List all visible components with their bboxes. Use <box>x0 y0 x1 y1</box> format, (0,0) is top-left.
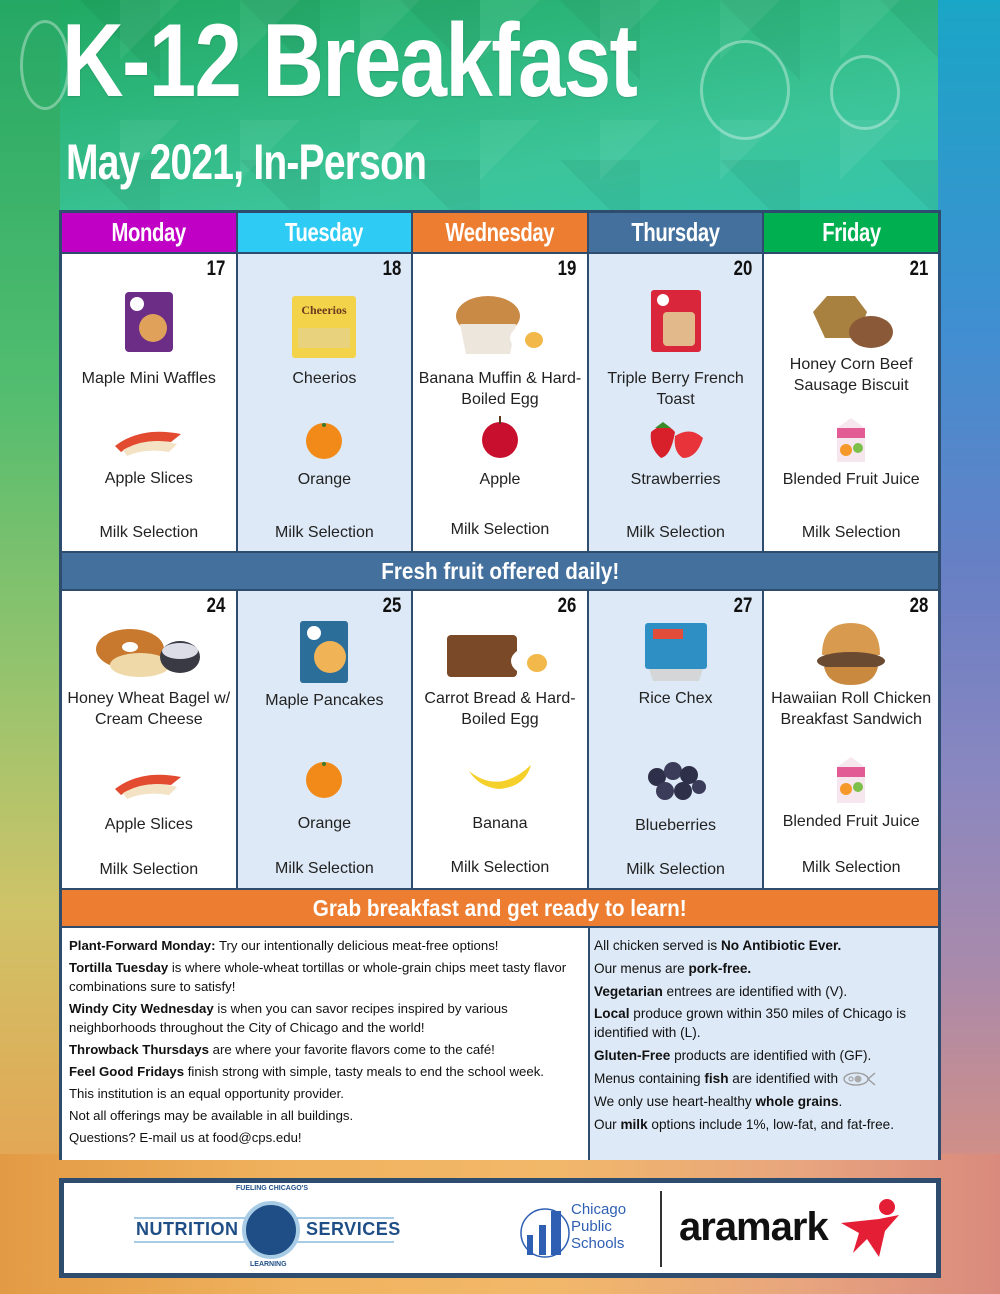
note-line: Local produce grown within 350 miles of Chicago is identified with (L). <box>594 1006 907 1041</box>
svg-text:Cheerios: Cheerios <box>301 303 348 317</box>
logo-divider <box>660 1191 662 1267</box>
background-right <box>938 0 1000 1294</box>
day-cell <box>764 591 938 888</box>
page-subtitle: May 2021, In-Person <box>66 134 427 190</box>
day-cell <box>764 254 938 551</box>
note-line: Tortilla Tuesday is where whole-wheat tortillas or whole-grain chips meet tasty flavor combinations sure to satisfy! <box>69 960 567 994</box>
date-number: 20 <box>733 257 753 280</box>
note-line: This institution is an equal opportunity provider. <box>69 1086 344 1101</box>
entree-label: Honey Corn Beef Sausage Biscuit <box>789 356 913 394</box>
date-number: 24 <box>206 594 226 617</box>
entree-label: Triple Berry French Toast <box>607 370 744 408</box>
fruit-label: Apple Slices <box>104 470 193 487</box>
milk-label: Milk Selection <box>801 524 901 541</box>
note-line: Our milk options include 1%, low-fat, and fat-free. <box>594 1116 894 1132</box>
hawaiian-roll-sandwich-icon <box>814 619 888 689</box>
french-toast-package-icon <box>649 288 703 354</box>
milk-label: Milk Selection <box>450 859 550 876</box>
nutrition-emblem-icon <box>242 1201 300 1259</box>
fruit-label: Orange <box>297 815 352 832</box>
entree-label: Rice Chex <box>638 690 713 707</box>
entree-label: Cheerios <box>292 370 357 387</box>
milk-label: Milk Selection <box>626 861 725 878</box>
day-header-tuesday: Tuesday <box>238 213 412 252</box>
day-cell <box>238 254 412 551</box>
aramark-logo: aramark <box>679 1205 828 1249</box>
week-row-2 <box>62 591 938 888</box>
note-line: Windy City Wednesday is when you can savor recipes inspired by various neighborhoods throughout the City of Chicago and the world! <box>69 1001 508 1035</box>
note-line: Our menus are pork-free. <box>594 960 752 976</box>
note-line: Gluten-Free products are identified with (GF). <box>594 1048 872 1064</box>
day-cell <box>589 254 763 551</box>
fruit-label: Apple <box>479 471 521 488</box>
apple-slices-icon <box>111 763 187 803</box>
milk-label: Milk Selection <box>626 524 725 541</box>
milk-label: Milk Selection <box>801 859 901 876</box>
date-number: 19 <box>558 257 577 280</box>
day-header-wednesday: Wednesday <box>413 213 587 252</box>
page-title: K-12 Breakfast <box>62 3 637 119</box>
fruit-label: Apple Slices <box>104 816 193 833</box>
aramark-star-icon <box>839 1197 905 1263</box>
fresh-fruit-banner: Fresh fruit offered daily! <box>62 553 938 589</box>
note-line: Plant-Forward Monday: Try our intentionally delicious meat-free options! <box>69 938 499 953</box>
day-header-thursday: Thursday <box>589 213 763 252</box>
bagel-cream-cheese-icon <box>94 625 204 681</box>
date-number: 18 <box>382 257 402 280</box>
entree-label: Maple Pancakes <box>265 692 384 709</box>
broccoli-doodle-icon <box>830 55 900 130</box>
milk-label: Milk Selection <box>275 524 374 541</box>
week-row-1 <box>62 254 938 551</box>
milk-label: Milk Selection <box>275 860 374 877</box>
note-line: Throwback Thursdays are where your favorite flavors come to the café! <box>69 1042 495 1057</box>
milk-label: Milk Selection <box>99 524 199 541</box>
day-cell <box>589 591 763 888</box>
day-cell <box>413 591 587 888</box>
background-left <box>0 0 60 1294</box>
blueberries-icon <box>643 757 709 803</box>
date-number: 27 <box>733 594 753 617</box>
fruit-label: Blueberries <box>635 817 717 834</box>
apple-icon <box>479 414 521 460</box>
day-cell <box>62 254 236 551</box>
carrot-bread-egg-icon <box>445 631 555 681</box>
rice-chex-bowl-icon <box>643 621 709 683</box>
chicago-public-schools-logo: Chicago Public Schools <box>519 1201 649 1261</box>
apple-slices-icon <box>111 420 187 458</box>
date-number: 17 <box>206 257 226 280</box>
fruit-label: Blended Fruit Juice <box>782 471 920 488</box>
juice-carton-icon <box>833 755 869 805</box>
entree-label: Banana Muffin & Hard-Boiled Egg <box>418 370 582 408</box>
pancakes-package-icon <box>298 619 350 685</box>
date-number: 21 <box>909 257 928 280</box>
fish-icon <box>842 1071 876 1087</box>
date-number: 25 <box>382 594 402 617</box>
footer-logos <box>59 1178 941 1278</box>
fruit-label: Orange <box>297 471 352 488</box>
menu-calendar <box>59 210 941 1160</box>
day-cell <box>413 254 587 551</box>
banana-icon <box>465 761 535 793</box>
fruit-label: Strawberries <box>630 471 721 488</box>
contact-email-line: Questions? E-mail us at food@cps.edu! <box>69 1130 302 1145</box>
notes-section <box>62 928 938 1160</box>
entree-label: Hawaiian Roll Chicken Breakfast Sandwich <box>771 690 932 728</box>
note-line: Feel Good Fridays finish strong with simple, tasty meals to end the school week. <box>69 1064 544 1079</box>
entree-label: Honey Wheat Bagel w/ Cream Cheese <box>67 690 231 728</box>
dietary-notes <box>590 928 938 1160</box>
fruit-label: Blended Fruit Juice <box>782 813 920 830</box>
cps-figures-icon <box>519 1201 571 1261</box>
note-line: Not all offerings may be available in all buildings. <box>69 1108 354 1123</box>
day-header-monday: Monday <box>62 213 236 252</box>
waffles-package-icon <box>123 290 175 354</box>
theme-days-notes <box>62 928 588 1160</box>
nutrition-services-logo: NUTRITION SERVICES FUELING CHICAGO'S LEARNING <box>136 1185 401 1268</box>
apple-doodle-icon <box>700 40 790 140</box>
orange-icon <box>304 759 344 799</box>
entree-label: Carrot Bread & Hard-Boiled Egg <box>424 690 576 728</box>
milk-label: Milk Selection <box>450 521 550 538</box>
day-header-friday: Friday <box>764 213 938 252</box>
weekday-header-row <box>62 213 938 252</box>
strawberries-icon <box>645 418 707 460</box>
entree-label: Maple Mini Waffles <box>81 370 216 387</box>
biscuit-sausage-icon <box>807 292 895 352</box>
fruit-label: Banana <box>472 815 528 832</box>
note-line: We only use heart-healthy whole grains. <box>594 1093 843 1109</box>
date-number: 28 <box>909 594 928 617</box>
juice-carton-icon <box>833 416 869 464</box>
note-line: All chicken served is No Antibiotic Ever. <box>594 938 842 953</box>
note-line: Menus containing fish are identified with <box>594 1069 934 1088</box>
day-cell <box>62 591 236 888</box>
orange-icon <box>304 420 344 460</box>
day-cell <box>238 591 412 888</box>
milk-label: Milk Selection <box>99 861 199 878</box>
muffin-egg-icon <box>448 294 552 356</box>
date-number: 26 <box>558 594 577 617</box>
grab-breakfast-banner: Grab breakfast and get ready to learn! <box>62 890 938 926</box>
cheerios-package-icon <box>290 294 358 360</box>
note-line: Vegetarian entrees are identified with (V). <box>594 983 848 999</box>
